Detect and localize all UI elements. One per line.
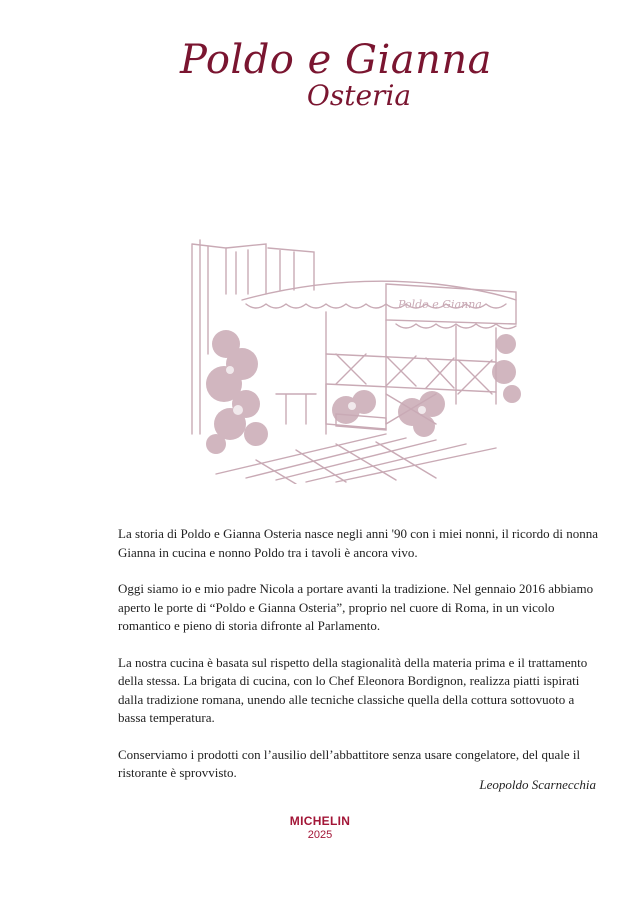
restaurant-logo [0,28,640,120]
story-paragraph: Conserviamo i prodotti con l’ausilio dell’abbattitore senza usare congelatore, del quale il ristorante è sprovvisto. [118,746,581,780]
restaurant-sketch-illustration [186,234,526,484]
michelin-brand: MICHELIN [289,814,351,828]
logo-title: Poldo e Gianna [180,37,492,83]
signature: Leopoldo Scarnecchia [479,777,596,792]
logo-subtitle: Osteria [306,79,412,112]
story-text [118,525,598,801]
michelin-year: 2025 [307,829,333,841]
story-paragraph: La nostra cucina è basata sul rispetto della stagionalità della materia prima e il trattamento della stessa. La brigata di cucina, con lo Chef Eleonora Bordignon, realizza piatti ispirati dalla tradizione romana, unendo alle tecniche classiche quella della cottura sottovuoto a bassa temperatura. [118,654,588,725]
story-paragraph: La storia di Poldo e Gianna Osteria nasce negli anni '90 con i miei nonni, il ricordo di nonna Gianna in cucina e nonno Poldo tra i tavoli è ancora vivo. [118,526,598,560]
illustration-sign-text: Poldo e Gianna [398,298,482,311]
story-paragraph: Oggi siamo io e mio padre Nicola a portare avanti la tradizione. Nel gennaio 2016 abbiamo aperto le porte di “Poldo e Gianna Osteria”, proprio nel cuore di Roma, in un vicolo romantico e pieno di storia difronte al Parlamento. [118,581,594,633]
